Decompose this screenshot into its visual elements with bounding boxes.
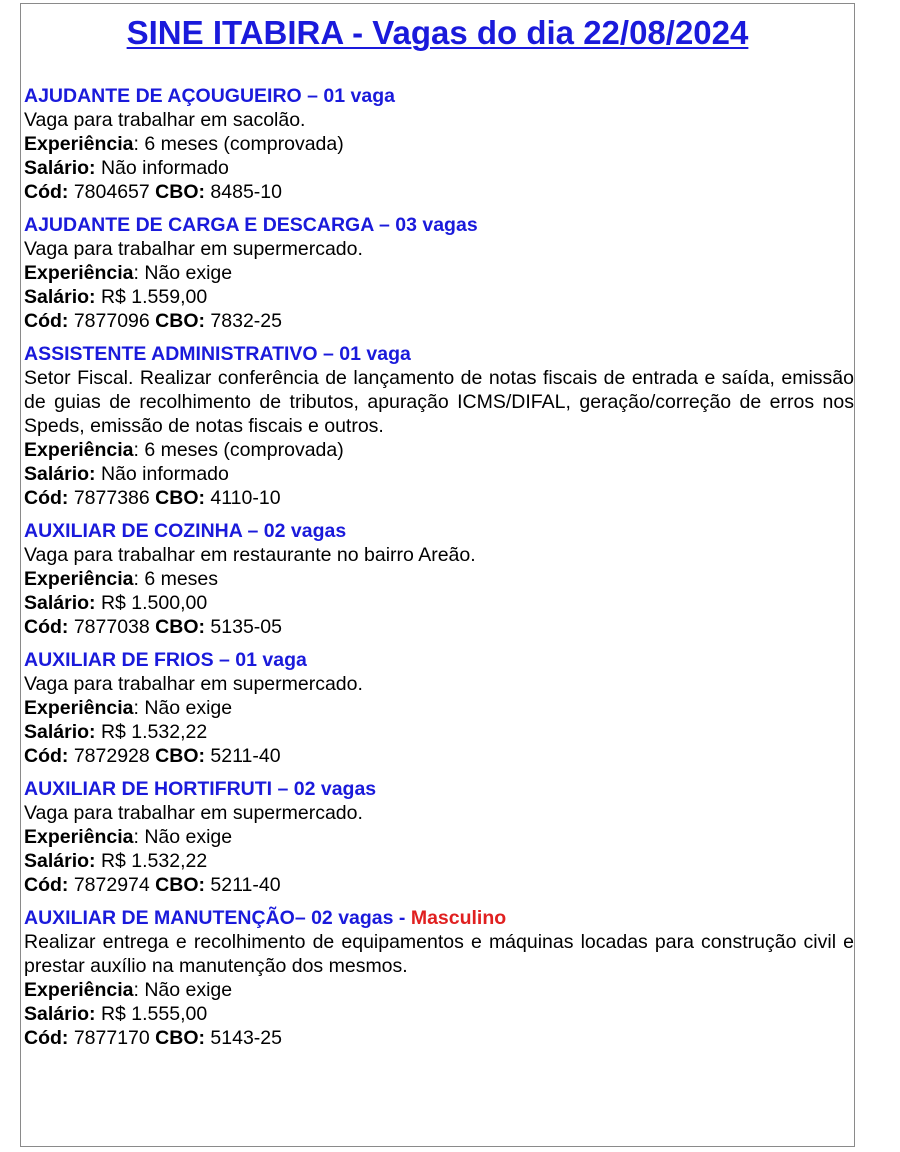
code-value: 7872974 (68, 874, 150, 896)
salary-value: Não informado (95, 463, 229, 485)
salary-label: Salário: (24, 592, 96, 614)
cbo-label: CBO: (155, 487, 205, 509)
job-title (24, 342, 854, 366)
cbo-value: 4110-10 (205, 487, 281, 509)
job-listing (24, 648, 854, 768)
salary-value: R$ 1.555,00 (95, 1003, 208, 1025)
cbo-value: 5211-40 (205, 745, 281, 767)
job-description: Vaga para trabalhar em supermercado. (24, 802, 363, 824)
job-title-text: AUXILIAR DE MANUTENÇÃO– 02 vagas - (24, 907, 411, 929)
job-description: Vaga para trabalhar em supermercado. (24, 673, 363, 695)
job-title-text: ASSISTENTE ADMINISTRATIVO – 01 vaga (24, 343, 411, 365)
job-description: Vaga para trabalhar em sacolão. (24, 109, 306, 131)
experience-value: : 6 meses (133, 568, 219, 590)
job-experience (24, 696, 854, 720)
experience-value: : Não exige (133, 697, 233, 719)
job-codes (24, 309, 854, 333)
experience-label: Experiência (24, 826, 134, 848)
code-value: 7877386 (68, 487, 150, 509)
experience-label: Experiência (24, 262, 134, 284)
experience-value: : Não exige (133, 979, 233, 1001)
job-title-text: AJUDANTE DE AÇOUGUEIRO – 01 vaga (24, 85, 395, 107)
experience-label: Experiência (24, 568, 134, 590)
job-title (24, 648, 854, 672)
cbo-label: CBO: (155, 1027, 205, 1049)
job-experience (24, 567, 854, 591)
code-label: Cód: (24, 1027, 69, 1049)
job-listing (24, 777, 854, 897)
gender-tag: Masculino (410, 907, 507, 929)
code-value: 7804657 (68, 181, 150, 203)
job-title-text: AUXILIAR DE FRIOS – 01 vaga (24, 649, 307, 671)
code-label: Cód: (24, 310, 69, 332)
code-label: Cód: (24, 616, 69, 638)
code-value: 7872928 (68, 745, 150, 767)
code-value: 7877170 (68, 1027, 150, 1049)
salary-label: Salário: (24, 1003, 96, 1025)
job-experience (24, 438, 854, 462)
job-list (24, 84, 854, 1059)
job-salary (24, 591, 854, 615)
code-label: Cód: (24, 874, 69, 896)
job-experience (24, 132, 854, 156)
job-title (24, 519, 854, 543)
page-frame (20, 3, 855, 1147)
job-title-text: AJUDANTE DE CARGA E DESCARGA – 03 vagas (24, 214, 478, 236)
job-salary (24, 1002, 854, 1026)
cbo-label: CBO: (155, 181, 205, 203)
experience-value: : Não exige (133, 262, 233, 284)
page-title: SINE ITABIRA - Vagas do dia 22/08/2024 (126, 14, 749, 51)
job-salary (24, 849, 854, 873)
code-value: 7877096 (68, 310, 150, 332)
salary-value: R$ 1.532,22 (95, 850, 208, 872)
job-experience (24, 261, 854, 285)
job-salary (24, 720, 854, 744)
job-listing (24, 342, 854, 510)
cbo-value: 8485-10 (205, 181, 282, 203)
salary-label: Salário: (24, 721, 96, 743)
code-label: Cód: (24, 487, 69, 509)
salary-label: Salário: (24, 850, 96, 872)
cbo-value: 5211-40 (205, 874, 281, 896)
experience-value: : 6 meses (comprovada) (133, 133, 344, 155)
job-description: Vaga para trabalhar em restaurante no bairro Areão. (24, 544, 476, 566)
code-label: Cód: (24, 745, 69, 767)
job-listing (24, 84, 854, 204)
experience-label: Experiência (24, 133, 134, 155)
cbo-label: CBO: (155, 745, 205, 767)
job-title (24, 777, 854, 801)
job-listing (24, 213, 854, 333)
experience-label: Experiência (24, 439, 134, 461)
job-listing (24, 906, 854, 1050)
job-title (24, 906, 854, 930)
code-label: Cód: (24, 181, 69, 203)
cbo-value: 5135-05 (205, 616, 282, 638)
job-description: Realizar entrega e recolhimento de equipamentos e máquinas locadas para construção civil e prestar auxílio na manutenção dos mesmos. (24, 931, 854, 977)
salary-value: R$ 1.559,00 (95, 286, 208, 308)
job-description: Vaga para trabalhar em supermercado. (24, 238, 363, 260)
job-codes (24, 744, 854, 768)
job-codes (24, 873, 854, 897)
job-description: Setor Fiscal. Realizar conferência de lançamento de notas fiscais de entrada e saída, emissão de guias de recolhimento de tributos, apuração ICMS/DIFAL, geração/correção de erros nos Speds, emissão de notas fiscais e outros. (24, 367, 854, 437)
job-salary (24, 462, 854, 486)
code-value: 7877038 (68, 616, 150, 638)
salary-value: R$ 1.532,22 (95, 721, 208, 743)
job-experience (24, 978, 854, 1002)
salary-label: Salário: (24, 157, 96, 179)
experience-label: Experiência (24, 697, 134, 719)
job-title (24, 213, 854, 237)
cbo-label: CBO: (155, 310, 205, 332)
experience-value: : Não exige (133, 826, 233, 848)
salary-value: R$ 1.500,00 (95, 592, 208, 614)
job-codes (24, 615, 854, 639)
job-codes (24, 1026, 854, 1050)
job-listing (24, 519, 854, 639)
job-salary (24, 156, 854, 180)
salary-label: Salário: (24, 286, 96, 308)
experience-value: : 6 meses (comprovada) (133, 439, 344, 461)
cbo-value: 5143-25 (205, 1027, 282, 1049)
cbo-label: CBO: (155, 616, 205, 638)
experience-label: Experiência (24, 979, 134, 1001)
job-experience (24, 825, 854, 849)
salary-value: Não informado (95, 157, 229, 179)
job-salary (24, 285, 854, 309)
cbo-label: CBO: (155, 874, 205, 896)
job-title-text: AUXILIAR DE COZINHA – 02 vagas (24, 520, 347, 542)
job-title (24, 84, 854, 108)
job-title-text: AUXILIAR DE HORTIFRUTI – 02 vagas (24, 778, 377, 800)
salary-label: Salário: (24, 463, 96, 485)
job-codes (24, 486, 854, 510)
job-codes (24, 180, 854, 204)
cbo-value: 7832-25 (205, 310, 282, 332)
